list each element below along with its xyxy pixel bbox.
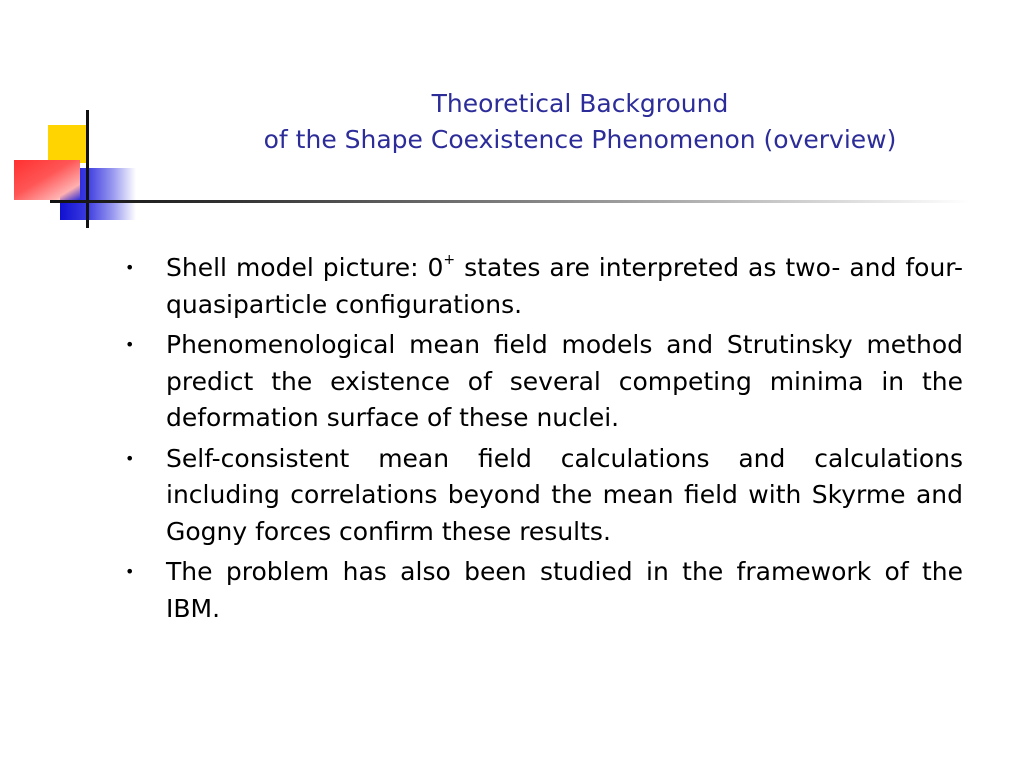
- bullet-dot: •: [125, 335, 135, 354]
- bullet-4-text: The problem has also been studied in the framework of the IBM.: [166, 557, 963, 623]
- red-square: [14, 160, 80, 200]
- bullet-item-4: [125, 554, 963, 627]
- bullet-dot: •: [125, 562, 135, 581]
- horizontal-rule: [50, 200, 970, 203]
- bullet-1-text-post: states are interpreted as two- and four-quasiparticle configurations.: [166, 253, 963, 319]
- title-line-1: Theoretical Background: [431, 89, 729, 118]
- vertical-rule: [86, 110, 89, 228]
- title-line-2: of the Shape Coexistence Phenomenon (overview): [263, 125, 897, 154]
- bullet-item-2: [125, 327, 963, 437]
- decorative-logo: [0, 0, 140, 240]
- yellow-square: [48, 125, 86, 163]
- bullet-item-3: [125, 441, 963, 551]
- slide-title: [140, 86, 1020, 158]
- bullet-list: [125, 250, 963, 631]
- bullet-3-text: Self-consistent mean field calculations and calculations including correlations beyond the mean field with Skyrme and Gogny forces confirm these results.: [166, 443, 963, 546]
- bullet-2-text: Phenomenological mean field models and Strutinsky method predict the existence of several competing minima in the deformation surface of these nuclei.: [166, 330, 963, 432]
- bullet-1-superscript: +: [443, 251, 456, 268]
- bullet-dot: •: [125, 448, 135, 468]
- bullet-1-text-pre: Shell model picture: 0: [166, 253, 444, 282]
- bullet-item-1: [125, 250, 963, 323]
- bullet-dot: •: [125, 258, 135, 277]
